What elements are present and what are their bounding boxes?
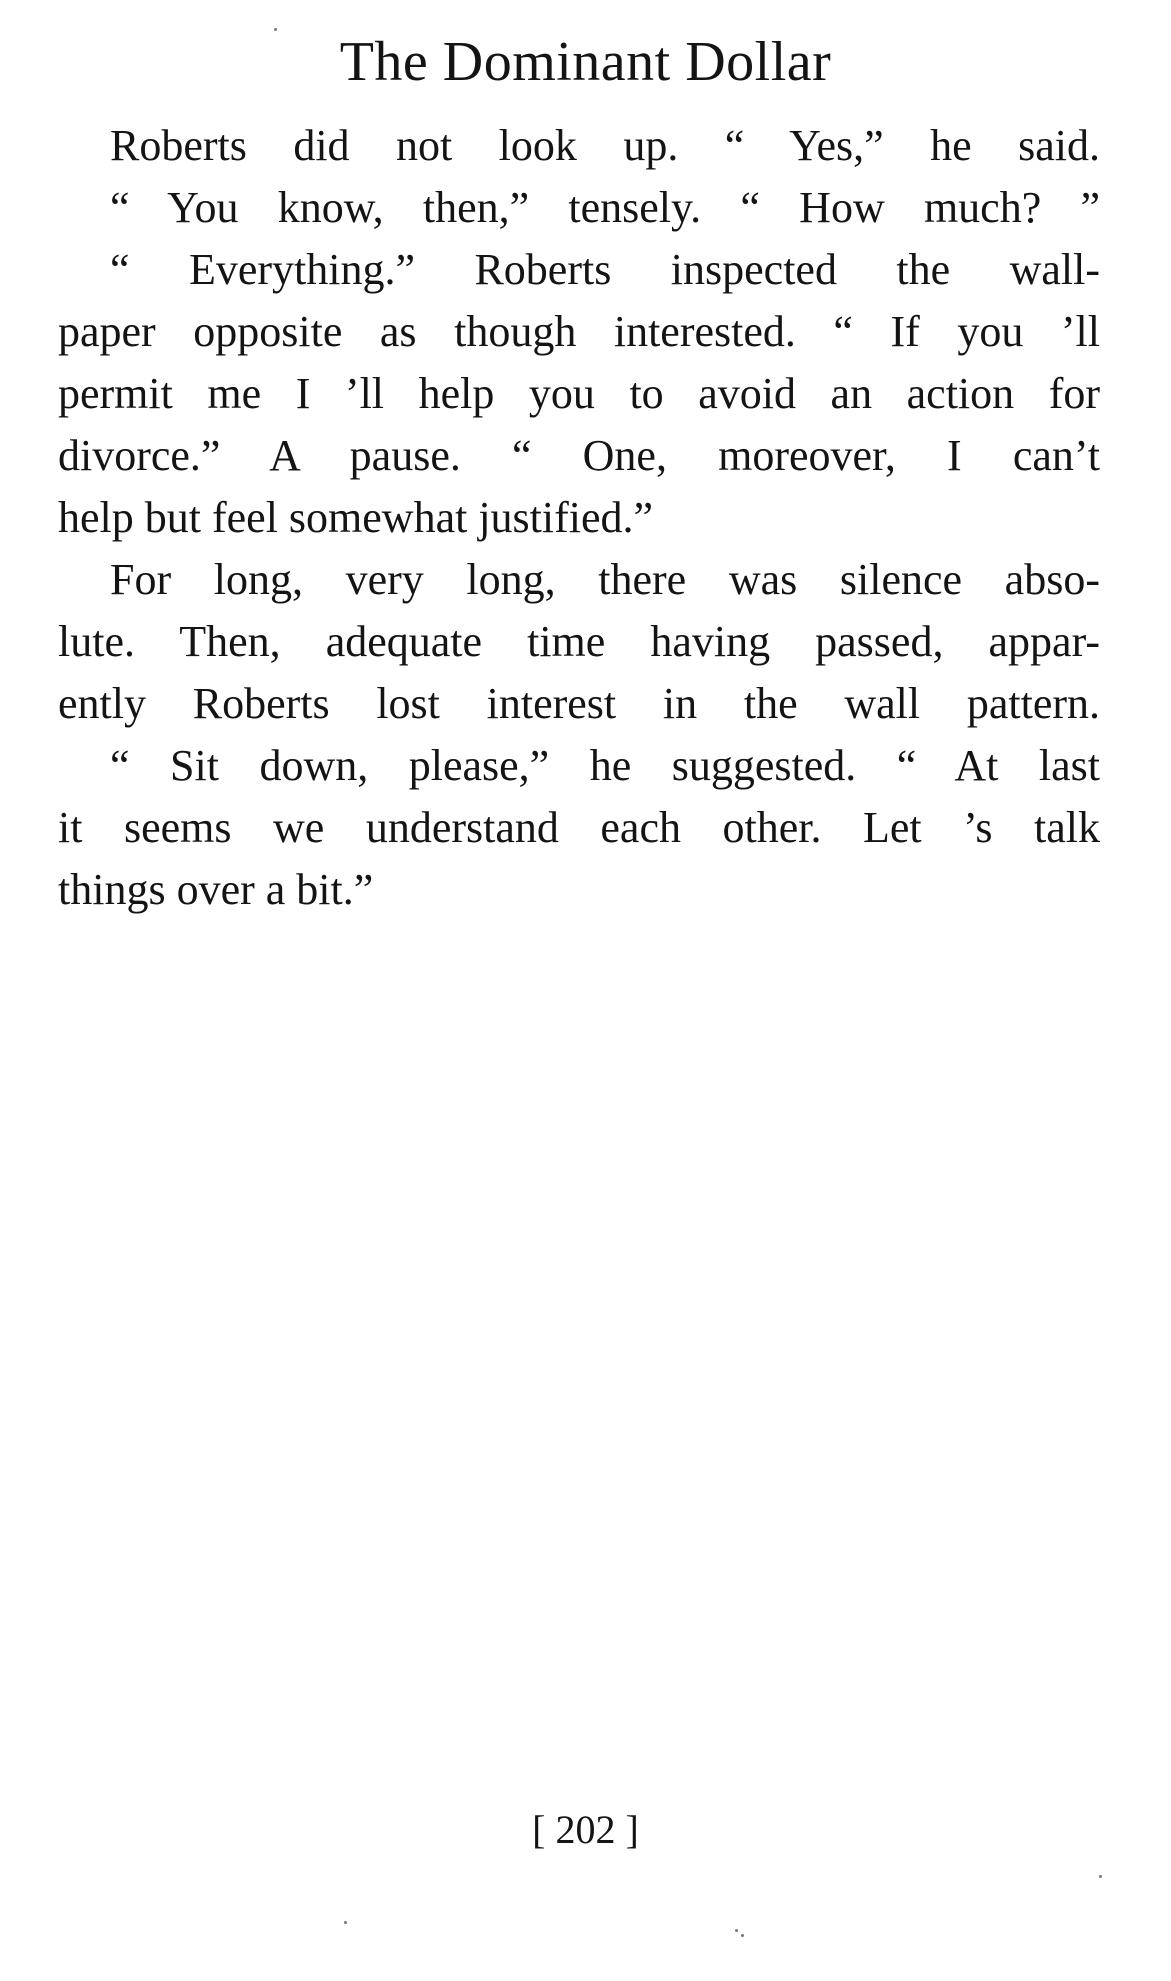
text-line: divorce.” A pause. “ One, moreover, I can’t [58, 431, 1100, 480]
text-line: it seems we understand each other. Let ’s talk [58, 803, 1100, 852]
paper-speck [735, 1929, 738, 1932]
text-line: Roberts did not look up. “ Yes,” he said. [110, 121, 1100, 170]
text-line: “ You know, then,” tensely. “ How much? ” [110, 183, 1100, 232]
text-line: permit me I ’ll help you to avoid an action for [58, 369, 1100, 418]
text-line: “ Everything.” Roberts inspected the wall- [110, 245, 1100, 294]
text-line: lute. Then, adequate time having passed, appar- [58, 617, 1100, 666]
text-line: help but feel somewhat justified.” [58, 493, 654, 542]
paper-speck [344, 1921, 347, 1924]
paper-speck [274, 28, 277, 31]
running-title: The Dominant Dollar [339, 31, 832, 93]
text-line: “ Sit down, please,” he suggested. “ At last [110, 741, 1100, 790]
text-line: ently Roberts lost interest in the wall pattern. [58, 679, 1100, 728]
text-line: things over a bit.” [58, 865, 374, 914]
text-line: For long, very long, there was silence abso- [110, 555, 1100, 604]
body-text [58, 115, 1100, 921]
paper-speck [1099, 1875, 1102, 1878]
paper-speck [741, 1934, 744, 1937]
text-line: paper opposite as though interested. “ If you ’ll [58, 307, 1100, 356]
page-number: [ 202 ] [532, 1807, 639, 1852]
